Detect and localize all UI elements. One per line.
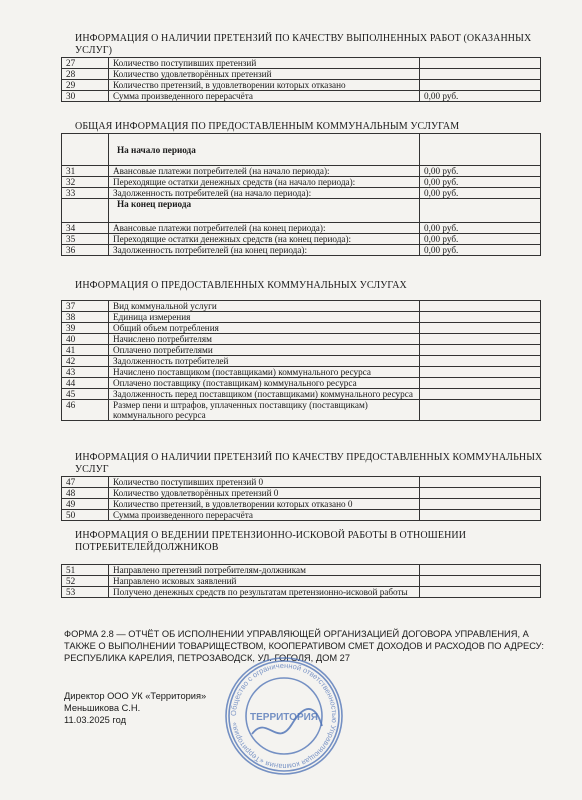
- section-title-general-utilities: ОБЩАЯ ИНФОРМАЦИЯ ПО ПРЕДОСТАВЛЕННЫМ КОММУНАЛЬНЫМ УСЛУГАМ: [75, 121, 460, 132]
- row-number: 43: [62, 367, 109, 378]
- row-value: [420, 301, 541, 312]
- form-title: ФОРМА 2.8 — ОТЧЁТ ОБ ИСПОЛНЕНИИ УПРАВЛЯЮЩЕЙ ОРГАНИЗАЦИЕЙ ДОГОВОРА УПРАВЛЕНИЯ, А ТАКЖЕ О ВЫПОЛНЕНИИ ТОВАРИЩЕСТВОМ, КООПЕРАТИВОМ СМЕТ ДОХОДОВ И РАСХОДОВ ПО АДРЕСУ: РЕСПУБЛИКА КАРЕЛИЯ, ПЕТРОЗАВОДСК, УЛ. ГОГОЛЯ, ДОМ 27: [64, 629, 544, 663]
- table-debt-claims: [61, 564, 541, 598]
- row-number: 46: [62, 400, 109, 421]
- row-value: 0,00 руб.: [420, 223, 541, 234]
- row-label: Направлено претензий потребителям-должникам: [109, 565, 420, 576]
- row-number: 53: [62, 587, 109, 598]
- row-label: Задолженность перед поставщиком (поставщиками) коммунального ресурса: [109, 389, 420, 400]
- table-row: [62, 166, 541, 177]
- row-number: 49: [62, 499, 109, 510]
- row-number: 45: [62, 389, 109, 400]
- row-number: 28: [62, 69, 109, 80]
- row-value: [420, 499, 541, 510]
- row-number: 50: [62, 510, 109, 521]
- table-row: [62, 499, 541, 510]
- table-claims-works: [61, 57, 541, 102]
- row-number: 35: [62, 234, 109, 245]
- company-stamp: [222, 654, 346, 783]
- signature-block: [64, 690, 206, 726]
- table-general-utilities: [61, 133, 541, 256]
- table-row: [62, 234, 541, 245]
- start-period-heading: На начало периода: [109, 134, 420, 166]
- table-row: [62, 69, 541, 80]
- row-number: 40: [62, 334, 109, 345]
- table-row: [62, 587, 541, 598]
- row-value: 0,00 руб.: [420, 245, 541, 256]
- row-label: Задолженность потребителей: [109, 356, 420, 367]
- row-value: [420, 323, 541, 334]
- row-number: 30: [62, 91, 109, 102]
- row-number: 32: [62, 177, 109, 188]
- table-row: [62, 134, 541, 166]
- signer-position: Директор ООО УК «Территория»: [64, 691, 207, 701]
- row-value: 0,00 руб.: [420, 91, 541, 102]
- table-claims-utilities: [61, 476, 541, 521]
- table-row: [62, 80, 541, 91]
- stamp-seal-icon: [222, 654, 346, 778]
- row-value: [420, 510, 541, 521]
- row-label: Задолженность потребителей (на конец периода):: [109, 245, 420, 256]
- row-label: Количество поступивших претензий 0: [109, 477, 420, 488]
- row-label: Сумма произведенного перерасчёта: [109, 91, 420, 102]
- row-label: Единица измерения: [109, 312, 420, 323]
- row-label: Общий объем потребления: [109, 323, 420, 334]
- table-row: [62, 389, 541, 400]
- row-value: [420, 587, 541, 598]
- row-label: Сумма произведенного перерасчёта: [109, 510, 420, 521]
- row-label: Размер пени и штрафов, уплаченных поставщику (поставщикам) коммунального ресурса: [109, 400, 420, 421]
- row-label: Авансовые платежи потребителей (на начало периода):: [109, 166, 420, 177]
- table-row: [62, 488, 541, 499]
- row-value: [420, 400, 541, 421]
- stamp-center-text: ТЕРРИТОРИЯ: [250, 712, 318, 723]
- table-row: [62, 177, 541, 188]
- row-value: [420, 576, 541, 587]
- row-number: 41: [62, 345, 109, 356]
- row-label: Вид коммунальной услуги: [109, 301, 420, 312]
- row-value: [420, 345, 541, 356]
- row-value: [420, 389, 541, 400]
- row-number: 44: [62, 378, 109, 389]
- row-number: 27: [62, 58, 109, 69]
- table-row: [62, 367, 541, 378]
- row-value: [420, 356, 541, 367]
- signature-date: 11.03.2025 год: [64, 715, 127, 725]
- row-number: 47: [62, 477, 109, 488]
- row-value: 0,00 руб.: [420, 188, 541, 199]
- row-label: Оплачено потребителями: [109, 345, 420, 356]
- row-value: 0,00 руб.: [420, 166, 541, 177]
- section-title-debt-claims: ИНФОРМАЦИЯ О ВЕДЕНИИ ПРЕТЕНЗИОННО-ИСКОВОЙ РАБОТЫ В ОТНОШЕНИИ ПОТРЕБИТЕЛЕЙДОЛЖНИКОВ: [75, 530, 467, 553]
- row-label: Количество претензий, в удовлетворении которых отказано 0: [109, 499, 420, 510]
- table-row: [62, 323, 541, 334]
- table-row: [62, 334, 541, 345]
- row-value: [420, 58, 541, 69]
- row-number: 34: [62, 223, 109, 234]
- row-value: [420, 477, 541, 488]
- row-label: Авансовые платежи потребителей (на конец периода):: [109, 223, 420, 234]
- row-label: Количество поступивших претензий: [109, 58, 420, 69]
- table-row: [62, 510, 541, 521]
- row-number: 29: [62, 80, 109, 91]
- table-row: [62, 223, 541, 234]
- row-number: 31: [62, 166, 109, 177]
- table-row: [62, 565, 541, 576]
- row-number: 51: [62, 565, 109, 576]
- row-number: 39: [62, 323, 109, 334]
- section-title-provided-utilities: ИНФОРМАЦИЯ О ПРЕДОСТАВЛЕННЫХ КОММУНАЛЬНЫХ УСЛУГАХ: [75, 280, 407, 291]
- table-row: [62, 301, 541, 312]
- row-value: [420, 312, 541, 323]
- row-label: Оплачено поставщику (поставщикам) коммунального ресурса: [109, 378, 420, 389]
- stamp-ring-text: Общество с ограниченной ответственностью Управляющая компания «Территория»: [228, 660, 340, 772]
- row-value: 0,00 руб.: [420, 234, 541, 245]
- row-value: [420, 334, 541, 345]
- row-number: 36: [62, 245, 109, 256]
- row-number: 52: [62, 576, 109, 587]
- row-label: Начислено поставщиком (поставщиками) коммунального ресурса: [109, 367, 420, 378]
- table-provided-utilities: [61, 300, 541, 421]
- row-value: [420, 488, 541, 499]
- row-number: 38: [62, 312, 109, 323]
- row-number: 33: [62, 188, 109, 199]
- row-label: Задолженность потребителей (на начало периода):: [109, 188, 420, 199]
- row-value: 0,00 руб.: [420, 177, 541, 188]
- table-row: [62, 345, 541, 356]
- row-label: Количество удовлетворённых претензий 0: [109, 488, 420, 499]
- row-label: Направлено исковых заявлений: [109, 576, 420, 587]
- row-value: [420, 80, 541, 91]
- row-value: [420, 69, 541, 80]
- row-label: Начислено потребителям: [109, 334, 420, 345]
- row-number: 37: [62, 301, 109, 312]
- row-number: 42: [62, 356, 109, 367]
- table-row: [62, 576, 541, 587]
- signer-name: Меньшикова С.Н.: [64, 703, 141, 713]
- row-label: Количество претензий, в удовлетворении которых отказано: [109, 80, 420, 91]
- table-row: [62, 477, 541, 488]
- table-row: [62, 356, 541, 367]
- table-row: [62, 188, 541, 199]
- end-period-heading: На конец периода: [109, 199, 420, 223]
- table-row: [62, 91, 541, 102]
- table-row: [62, 199, 541, 223]
- row-label: Переходящие остатки денежных средств (на конец периода):: [109, 234, 420, 245]
- table-row: [62, 312, 541, 323]
- row-number: 48: [62, 488, 109, 499]
- row-value: [420, 378, 541, 389]
- section-title-claims-utilities: ИНФОРМАЦИЯ О НАЛИЧИИ ПРЕТЕНЗИЙ ПО КАЧЕСТВУ ПРЕДОСТАВЛЕННЫХ КОММУНАЛЬНЫХ УСЛУГ: [75, 452, 543, 475]
- section-title-claims-works: ИНФОРМАЦИЯ О НАЛИЧИИ ПРЕТЕНЗИЙ ПО КАЧЕСТВУ ВЫПОЛНЕННЫХ РАБОТ (ОКАЗАННЫХ УСЛУГ): [75, 33, 532, 56]
- table-row: [62, 400, 541, 421]
- table-row: [62, 58, 541, 69]
- row-label: Переходящие остатки денежных средств (на начало периода):: [109, 177, 420, 188]
- row-label: Количество удовлетворённых претензий: [109, 69, 420, 80]
- table-row: [62, 245, 541, 256]
- row-label: Получено денежных средств по результатам претензионно-исковой работы: [109, 587, 420, 598]
- row-value: [420, 367, 541, 378]
- row-value: [420, 565, 541, 576]
- table-row: [62, 378, 541, 389]
